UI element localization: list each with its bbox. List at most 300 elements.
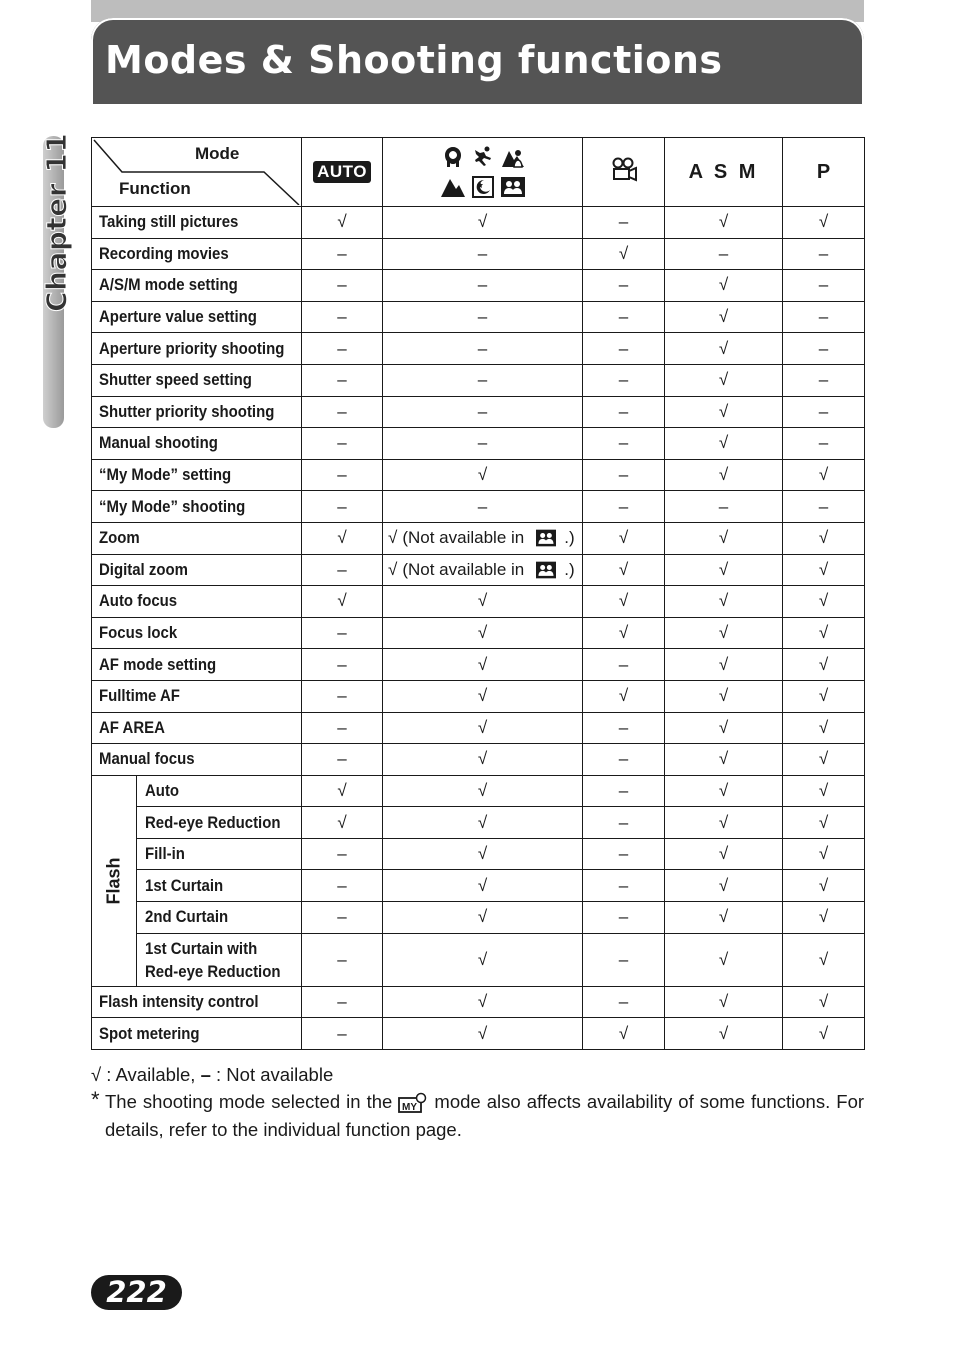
table-row xyxy=(92,270,865,302)
availability-cell-scene xyxy=(383,870,583,902)
availability-cell-auto xyxy=(302,396,383,428)
table-row xyxy=(92,238,865,270)
table-body xyxy=(92,207,865,1050)
availability-mark: √ xyxy=(337,212,347,232)
availability-cell-movie xyxy=(583,870,665,902)
available-mark: √ xyxy=(91,1064,102,1085)
unavailable-mark: – xyxy=(200,1064,211,1085)
availability-mark: √ xyxy=(477,623,488,643)
self-portrait-icon xyxy=(500,175,526,199)
availability-mark: – xyxy=(337,1023,347,1043)
availability-mark: √ xyxy=(718,338,729,358)
availability-mark: √ xyxy=(477,991,488,1011)
table-row xyxy=(92,649,865,681)
availability-cell-auto xyxy=(302,554,383,586)
movie-camera-icon xyxy=(609,157,639,183)
availability-mark: – xyxy=(477,433,488,453)
availability-mark: – xyxy=(618,780,629,800)
function-name-cell xyxy=(92,396,302,428)
availability-cell-asm xyxy=(665,238,783,270)
availability-mark: √ xyxy=(618,559,629,579)
availability-mark: √ xyxy=(718,780,729,800)
availability-mark: – xyxy=(337,949,347,969)
landscape-portrait-icon xyxy=(501,145,525,169)
function-name-cell xyxy=(92,238,302,270)
availability-mark: √ xyxy=(477,212,488,232)
availability-mark: √ xyxy=(718,1023,729,1043)
availability-cell-scene xyxy=(383,986,583,1018)
availability-cell-p xyxy=(783,270,865,302)
availability-mark: √ xyxy=(388,559,398,579)
table-row xyxy=(92,554,865,586)
availability-cell-p xyxy=(783,301,865,333)
availability-mark: √ xyxy=(388,527,398,547)
table-row xyxy=(92,838,865,870)
availability-cell-asm xyxy=(665,301,783,333)
availability-cell-p xyxy=(783,428,865,460)
availability-cell-p xyxy=(783,586,865,618)
availability-cell-scene xyxy=(383,364,583,396)
availability-cell-auto xyxy=(302,680,383,712)
table-row xyxy=(92,617,865,649)
availability-mark: √ xyxy=(818,875,829,895)
table-row xyxy=(92,428,865,460)
availability-cell-p xyxy=(783,712,865,744)
function-name-cell xyxy=(92,680,302,712)
availability-mark: √ xyxy=(718,591,729,611)
availability-mark: – xyxy=(337,401,347,421)
function-name: 2nd Curtain xyxy=(145,907,229,927)
scene-note-end: .) xyxy=(564,527,575,547)
availability-mark: – xyxy=(337,307,347,327)
availability-cell-movie xyxy=(583,712,665,744)
availability-cell-scene xyxy=(383,301,583,333)
availability-cell-asm xyxy=(665,270,783,302)
function-name-line: 1st Curtain with xyxy=(145,938,258,958)
table-row xyxy=(92,301,865,333)
my-mode-icon xyxy=(398,1092,428,1114)
availability-mark: √ xyxy=(718,401,729,421)
availability-cell-asm xyxy=(665,933,783,986)
availability-cell-auto xyxy=(302,586,383,618)
function-name-cell xyxy=(92,491,302,523)
table-row xyxy=(92,986,865,1018)
function-name-cell xyxy=(137,933,302,986)
availability-cell-p xyxy=(783,1018,865,1050)
availability-mark: √ xyxy=(718,907,729,927)
availability-cell-p xyxy=(783,207,865,239)
availability-cell-scene xyxy=(383,522,583,554)
function-name: Digital zoom xyxy=(99,559,188,579)
availability-cell-asm xyxy=(665,807,783,839)
availability-cell-p xyxy=(783,333,865,365)
availability-cell-p xyxy=(783,902,865,934)
availability-mark: – xyxy=(718,496,729,516)
function-name: “My Mode” setting xyxy=(99,465,232,485)
availability-cell-asm xyxy=(665,986,783,1018)
table-row xyxy=(92,680,865,712)
availability-cell-auto xyxy=(302,986,383,1018)
availability-mark: – xyxy=(818,275,829,295)
availability-mark: √ xyxy=(818,591,829,611)
availability-mark: √ xyxy=(337,780,347,800)
title-banner xyxy=(91,18,864,106)
availability-cell-asm xyxy=(665,680,783,712)
availability-mark: – xyxy=(818,401,829,421)
availability-mark: – xyxy=(618,401,629,421)
availability-cell-auto xyxy=(302,870,383,902)
table-row xyxy=(92,870,865,902)
availability-cell-asm xyxy=(665,902,783,934)
availability-cell-asm xyxy=(665,586,783,618)
availability-mark: √ xyxy=(477,812,488,832)
scene-note-end: .) xyxy=(564,559,575,579)
availability-mark: √ xyxy=(718,528,729,548)
availability-mark: – xyxy=(818,338,829,358)
column-p xyxy=(783,138,865,207)
availability-mark: √ xyxy=(477,654,488,674)
available-text: : Available, xyxy=(106,1064,196,1085)
availability-cell-asm xyxy=(665,775,783,807)
portrait-icon xyxy=(441,145,465,169)
availability-mark: – xyxy=(477,275,488,295)
availability-mark: – xyxy=(337,844,347,864)
availability-cell-p xyxy=(783,554,865,586)
sports-icon xyxy=(471,145,495,169)
availability-mark: – xyxy=(618,949,629,969)
availability-cell-scene xyxy=(383,649,583,681)
availability-mark: – xyxy=(618,338,629,358)
column-scene xyxy=(383,138,583,207)
availability-mark: – xyxy=(618,275,629,295)
availability-cell-movie xyxy=(583,428,665,460)
availability-cell-movie xyxy=(583,554,665,586)
availability-mark: – xyxy=(618,307,629,327)
availability-mark: √ xyxy=(718,875,729,895)
function-name-cell xyxy=(137,775,302,807)
function-name-cell xyxy=(92,522,302,554)
availability-mark: – xyxy=(337,559,347,579)
availability-mark: – xyxy=(618,433,629,453)
availability-mark: √ xyxy=(477,1023,488,1043)
availability-cell-auto xyxy=(302,428,383,460)
availability-cell-asm xyxy=(665,712,783,744)
availability-cell-movie xyxy=(583,744,665,776)
p-mode-label: P xyxy=(816,160,831,183)
function-name: Spot metering xyxy=(99,1023,200,1043)
availability-cell-auto xyxy=(302,301,383,333)
availability-mark: √ xyxy=(718,559,729,579)
availability-mark: – xyxy=(618,717,629,737)
availability-mark: – xyxy=(718,243,729,263)
availability-cell-asm xyxy=(665,1018,783,1050)
availability-cell-scene xyxy=(383,238,583,270)
table-row xyxy=(92,902,865,934)
self-portrait-icon xyxy=(534,560,558,580)
function-name-cell xyxy=(92,270,302,302)
availability-cell-movie xyxy=(583,807,665,839)
availability-mark: √ xyxy=(718,844,729,864)
availability-mark: √ xyxy=(818,528,829,548)
availability-mark: – xyxy=(477,243,488,263)
function-name: Flash intensity control xyxy=(99,991,259,1011)
table-row xyxy=(92,333,865,365)
availability-mark: – xyxy=(618,812,629,832)
availability-cell-auto xyxy=(302,902,383,934)
function-name: A/S/M mode setting xyxy=(99,275,238,295)
availability-cell-asm xyxy=(665,428,783,460)
availability-mark: √ xyxy=(818,844,829,864)
function-name: AF mode setting xyxy=(99,654,217,674)
availability-mark: – xyxy=(337,749,347,769)
availability-mark: √ xyxy=(618,528,629,548)
availability-mark: √ xyxy=(718,949,729,969)
availability-cell-movie xyxy=(583,491,665,523)
availability-mark: – xyxy=(818,243,829,263)
availability-mark: √ xyxy=(818,1023,829,1043)
availability-mark: – xyxy=(337,338,347,358)
availability-cell-p xyxy=(783,775,865,807)
availability-cell-asm xyxy=(665,554,783,586)
availability-cell-movie xyxy=(583,270,665,302)
availability-mark: – xyxy=(618,844,629,864)
availability-cell-auto xyxy=(302,364,383,396)
availability-cell-asm xyxy=(665,207,783,239)
availability-cell-auto xyxy=(302,333,383,365)
availability-mark: √ xyxy=(718,654,729,674)
column-movie xyxy=(583,138,665,207)
availability-mark: √ xyxy=(818,686,829,706)
availability-cell-movie xyxy=(583,459,665,491)
availability-mark: √ xyxy=(477,844,488,864)
function-name: Aperture priority shooting xyxy=(99,338,285,358)
availability-cell-movie xyxy=(583,649,665,681)
table-row xyxy=(92,491,865,523)
availability-mark: √ xyxy=(618,591,629,611)
function-name-cell xyxy=(92,207,302,239)
availability-mark: – xyxy=(818,307,829,327)
function-name: Taking still pictures xyxy=(99,212,239,232)
function-name: Shutter speed setting xyxy=(99,370,252,390)
availability-cell-scene xyxy=(383,775,583,807)
function-name-cell xyxy=(137,838,302,870)
availability-mark: √ xyxy=(818,623,829,643)
table-row xyxy=(92,933,865,986)
function-name: Aperture value setting xyxy=(99,307,257,327)
availability-cell-asm xyxy=(665,396,783,428)
footnote xyxy=(91,1088,864,1144)
availability-cell-auto xyxy=(302,617,383,649)
mode-function-table xyxy=(91,137,865,1050)
availability-mark: – xyxy=(337,686,347,706)
availability-mark: √ xyxy=(337,591,347,611)
availability-cell-asm xyxy=(665,459,783,491)
availability-mark: √ xyxy=(818,212,829,232)
availability-cell-movie xyxy=(583,838,665,870)
availability-mark: – xyxy=(477,401,488,421)
availability-cell-scene xyxy=(383,333,583,365)
availability-cell-auto xyxy=(302,491,383,523)
availability-mark: √ xyxy=(818,749,829,769)
availability-cell-asm xyxy=(665,870,783,902)
availability-mark: – xyxy=(337,717,347,737)
function-name: Red-eye Reduction xyxy=(145,812,281,832)
availability-mark: √ xyxy=(477,875,488,895)
availability-cell-p xyxy=(783,649,865,681)
function-name-cell xyxy=(92,986,302,1018)
function-name-cell xyxy=(92,712,302,744)
availability-cell-scene xyxy=(383,270,583,302)
scene-note-text: (Not available in xyxy=(402,559,525,579)
availability-cell-auto xyxy=(302,270,383,302)
availability-cell-auto xyxy=(302,649,383,681)
availability-mark: √ xyxy=(337,528,347,548)
availability-mark: – xyxy=(618,749,629,769)
svg-text:MY: MY xyxy=(402,1102,418,1114)
flash-group-cell xyxy=(92,775,137,986)
table-row xyxy=(92,1018,865,1050)
availability-mark: – xyxy=(818,370,829,390)
function-name-cell xyxy=(92,554,302,586)
availability-mark: – xyxy=(618,370,629,390)
availability-mark: √ xyxy=(718,307,729,327)
availability-cell-scene xyxy=(383,807,583,839)
availability-mark: – xyxy=(337,991,347,1011)
availability-mark: √ xyxy=(477,591,488,611)
availability-cell-scene xyxy=(383,554,583,586)
availability-mark: √ xyxy=(477,749,488,769)
function-name: Manual focus xyxy=(99,749,195,769)
night-scene-icon xyxy=(471,175,495,199)
availability-cell-asm xyxy=(665,838,783,870)
availability-cell-movie xyxy=(583,333,665,365)
self-portrait-icon xyxy=(534,528,558,548)
availability-cell-p xyxy=(783,396,865,428)
availability-cell-movie xyxy=(583,207,665,239)
function-name-cell xyxy=(92,617,302,649)
function-name-cell xyxy=(92,744,302,776)
function-name: Fulltime AF xyxy=(99,686,180,706)
availability-cell-auto xyxy=(302,712,383,744)
auto-mode-badge: AUTO xyxy=(313,161,371,183)
availability-cell-scene xyxy=(383,744,583,776)
function-name: 1st Curtain xyxy=(145,875,224,895)
function-name-line: Red-eye Reduction xyxy=(145,961,281,981)
availability-cell-movie xyxy=(583,396,665,428)
table-row xyxy=(92,364,865,396)
availability-cell-scene xyxy=(383,396,583,428)
availability-mark: √ xyxy=(337,812,347,832)
table-row xyxy=(92,396,865,428)
function-name: Zoom xyxy=(99,528,140,548)
availability-mark: – xyxy=(337,275,347,295)
function-name: Focus lock xyxy=(99,623,178,643)
function-name-cell xyxy=(92,1018,302,1050)
function-name-cell xyxy=(92,649,302,681)
availability-cell-scene xyxy=(383,1018,583,1050)
availability-cell-p xyxy=(783,870,865,902)
availability-cell-p xyxy=(783,491,865,523)
function-name: “My Mode” shooting xyxy=(99,496,246,516)
availability-cell-p xyxy=(783,838,865,870)
function-name: Auto xyxy=(145,780,180,800)
function-name-cell xyxy=(137,807,302,839)
table-row xyxy=(92,712,865,744)
availability-cell-scene xyxy=(383,933,583,986)
table-row xyxy=(92,459,865,491)
availability-mark: – xyxy=(618,654,629,674)
availability-cell-movie xyxy=(583,775,665,807)
column-auto xyxy=(302,138,383,207)
page-number: 222 xyxy=(91,1275,182,1310)
availability-cell-scene xyxy=(383,586,583,618)
availability-cell-scene xyxy=(383,459,583,491)
availability-cell-auto xyxy=(302,238,383,270)
availability-mark: – xyxy=(618,991,629,1011)
availability-mark: √ xyxy=(718,623,729,643)
availability-mark: – xyxy=(477,338,488,358)
availability-cell-scene xyxy=(383,902,583,934)
availability-cell-movie xyxy=(583,1018,665,1050)
landscape-icon xyxy=(440,175,466,199)
availability-mark: – xyxy=(618,907,629,927)
availability-cell-p xyxy=(783,364,865,396)
function-name-cell xyxy=(92,333,302,365)
availability-mark: – xyxy=(618,496,629,516)
availability-mark: √ xyxy=(718,275,729,295)
availability-cell-p xyxy=(783,617,865,649)
availability-mark: – xyxy=(818,496,829,516)
availability-mark: – xyxy=(618,465,629,485)
availability-cell-asm xyxy=(665,333,783,365)
page-title: Modes & Shooting functions xyxy=(105,38,723,82)
availability-cell-auto xyxy=(302,933,383,986)
table-row xyxy=(92,744,865,776)
availability-mark: √ xyxy=(718,465,729,485)
availability-mark: √ xyxy=(477,949,488,969)
availability-cell-p xyxy=(783,459,865,491)
availability-mark: √ xyxy=(477,465,488,485)
availability-mark: √ xyxy=(818,907,829,927)
availability-mark: – xyxy=(618,875,629,895)
availability-cell-auto xyxy=(302,838,383,870)
availability-cell-movie xyxy=(583,238,665,270)
function-name-cell xyxy=(92,301,302,333)
availability-cell-scene xyxy=(383,207,583,239)
function-name: Recording movies xyxy=(99,243,229,263)
availability-mark: – xyxy=(337,623,347,643)
table-row xyxy=(92,207,865,239)
availability-mark: √ xyxy=(818,559,829,579)
availability-cell-p xyxy=(783,680,865,712)
availability-mark: √ xyxy=(718,686,729,706)
availability-mark: √ xyxy=(618,686,629,706)
availability-mark: √ xyxy=(477,780,488,800)
availability-cell-p xyxy=(783,986,865,1018)
flash-group-label: Flash xyxy=(103,857,124,905)
availability-mark: √ xyxy=(818,780,829,800)
availability-mark: √ xyxy=(818,717,829,737)
header-function-label: Function xyxy=(119,179,191,198)
availability-mark: – xyxy=(477,496,488,516)
availability-cell-scene xyxy=(383,428,583,460)
table-row xyxy=(92,586,865,618)
availability-cell-p xyxy=(783,744,865,776)
availability-mark: √ xyxy=(618,1023,629,1043)
availability-mark: √ xyxy=(618,243,629,263)
availability-cell-scene xyxy=(383,712,583,744)
availability-cell-movie xyxy=(583,986,665,1018)
